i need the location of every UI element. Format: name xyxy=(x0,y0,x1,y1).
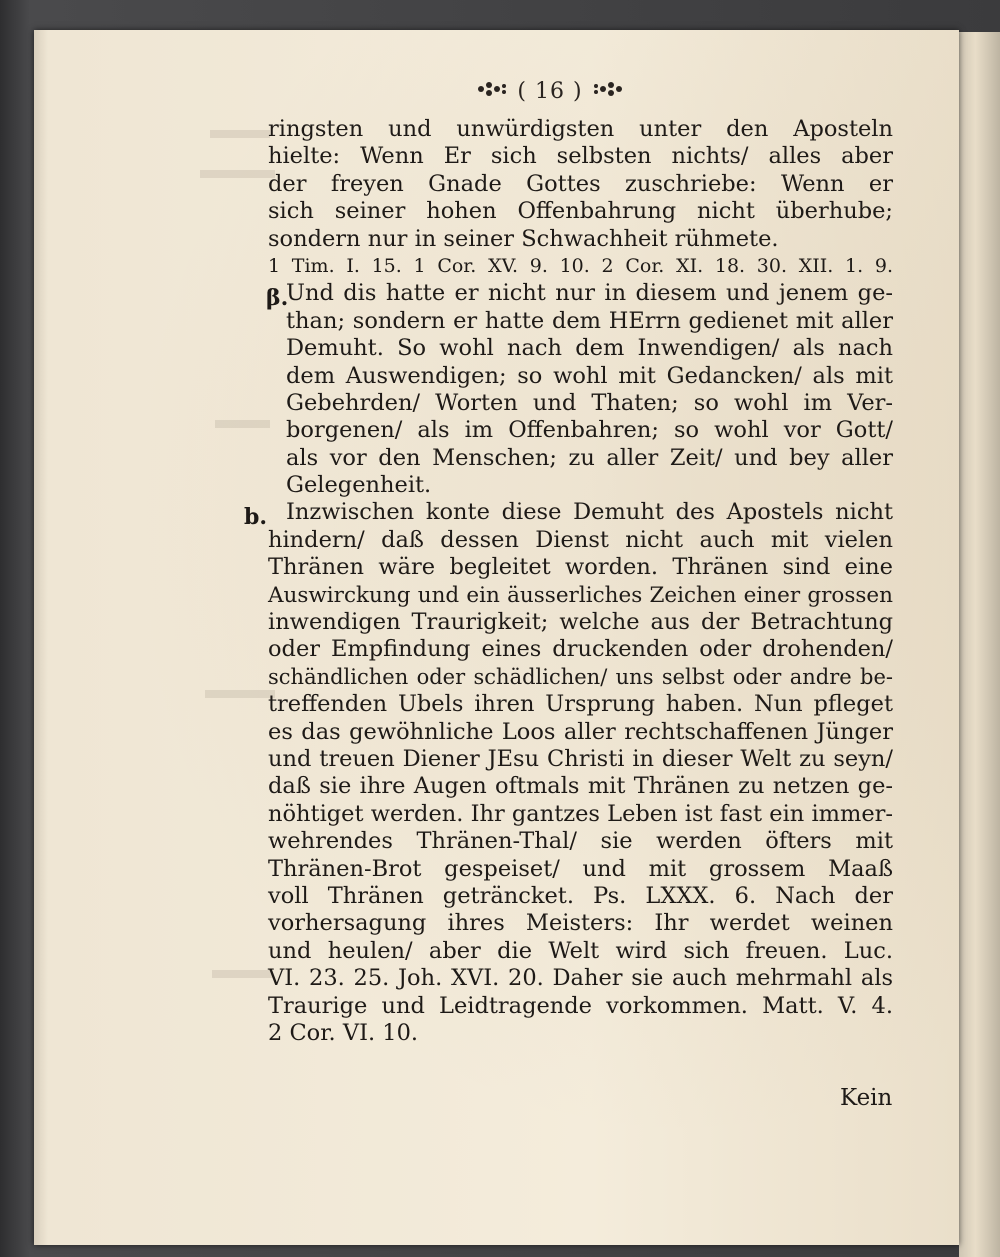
paragraph-beta xyxy=(268,280,893,499)
paragraph-a xyxy=(268,116,893,280)
text-line: und treuen Diener JEsu Christi in dieser Welt zu seyn/ xyxy=(268,745,893,772)
text-line: Inzwischen konte diese Demuht des Apostels nicht xyxy=(286,499,893,526)
page-header xyxy=(470,78,630,108)
text-line: als vor den Menschen; zu aller Zeit/ und bey aller xyxy=(286,444,893,471)
text-line: ringsten und unwürdigsten unter den Aposteln xyxy=(268,116,893,142)
ornament-left-icon xyxy=(475,78,509,106)
text-line: dem Auswendigen; so wohl mit Gedancken/ als mit xyxy=(286,362,893,389)
text-line: wehrendes Thränen-Thal/ sie werden öfters mit xyxy=(268,828,893,855)
text-line: hielte: Wenn Er sich selbsten nichts/ alles aber xyxy=(268,143,893,170)
text-line: voll Thränen geträncket. Ps. LXXX. 6. Nach der xyxy=(268,882,893,909)
b-marker: b. xyxy=(244,504,268,530)
text-line: than; sondern er hatte dem HErrn gedienet mit aller xyxy=(286,307,893,334)
scripture-reference-line: 1 Tim. I. 15. 1 Cor. XV. 9. 10. 2 Cor. XI. 18. 30. XII. 1. 9. xyxy=(268,254,893,277)
text-line: treffenden Ubels ihren Ursprung haben. Nun pfleget xyxy=(268,691,893,718)
text-line: nöhtiget werden. Ihr gantzes Leben ist fast ein immer- xyxy=(268,800,893,827)
page-number: ( 16 ) xyxy=(517,79,583,104)
text-line: oder Empfindung eines druckenden oder drohenden/ xyxy=(268,636,893,663)
text-line: es das gewöhnliche Loos aller rechtschaffenen Jünger xyxy=(268,718,893,745)
text-line: Demuht. So wohl nach dem Inwendigen/ als nach xyxy=(286,335,893,362)
text-line: vorhersagung ihres Meisters: Ihr werdet weinen xyxy=(268,910,893,937)
body-text xyxy=(268,116,893,1047)
text-line: VI. 23. 25. Joh. XVI. 20. Daher sie auch mehrmahl als xyxy=(268,965,893,992)
text-line: Auswirckung und ein äusserliches Zeichen einer grossen xyxy=(268,582,893,608)
text-line: Thränen-Brot gespeiset/ und mit grossem Maaß xyxy=(268,855,893,882)
text-line: Thränen wäre begleitet worden. Thränen sind eine xyxy=(268,554,893,581)
text-line: hindern/ daß dessen Dienst nicht auch mit vielen xyxy=(268,526,893,553)
beta-marker: β. xyxy=(266,285,289,311)
ornament-right-icon xyxy=(591,78,625,106)
text-line: Traurige und Leidtragende vorkommen. Matt. V. 4. xyxy=(268,992,893,1019)
text-line: Gelegenheit. xyxy=(286,472,432,499)
text-line: und heulen/ aber die Welt wird sich freuen. Luc. xyxy=(268,937,893,964)
text-line: der freyen Gnade Gottes zuschriebe: Wenn er xyxy=(268,170,893,197)
catchword: Kein xyxy=(840,1085,893,1111)
text-line: schändlichen oder schädlichen/ uns selbst oder andre be- xyxy=(268,664,893,689)
text-line: sich seiner hohen Offenbahrung nicht überhube; xyxy=(268,198,893,225)
text-line: Gebehrden/ Worten und Thaten; so wohl im Ver- xyxy=(286,389,893,416)
paragraph-b xyxy=(268,499,893,1047)
text-line: borgenen/ als im Offenbahren; so wohl vor Gott/ xyxy=(286,417,893,444)
text-line: Und dis hatte er nicht nur in diesem und jenem ge- xyxy=(286,280,893,307)
text-line: inwendigen Traurigkeit; welche aus der Betrachtung xyxy=(268,609,893,636)
facing-page-edge xyxy=(959,32,1000,1257)
text-line: 2 Cor. VI. 10. xyxy=(268,1019,419,1046)
text-line: daß sie ihre Augen oftmals mit Thränen zu netzen ge- xyxy=(268,773,893,800)
text-line: sondern nur in seiner Schwachheit rühmete. xyxy=(268,225,779,252)
